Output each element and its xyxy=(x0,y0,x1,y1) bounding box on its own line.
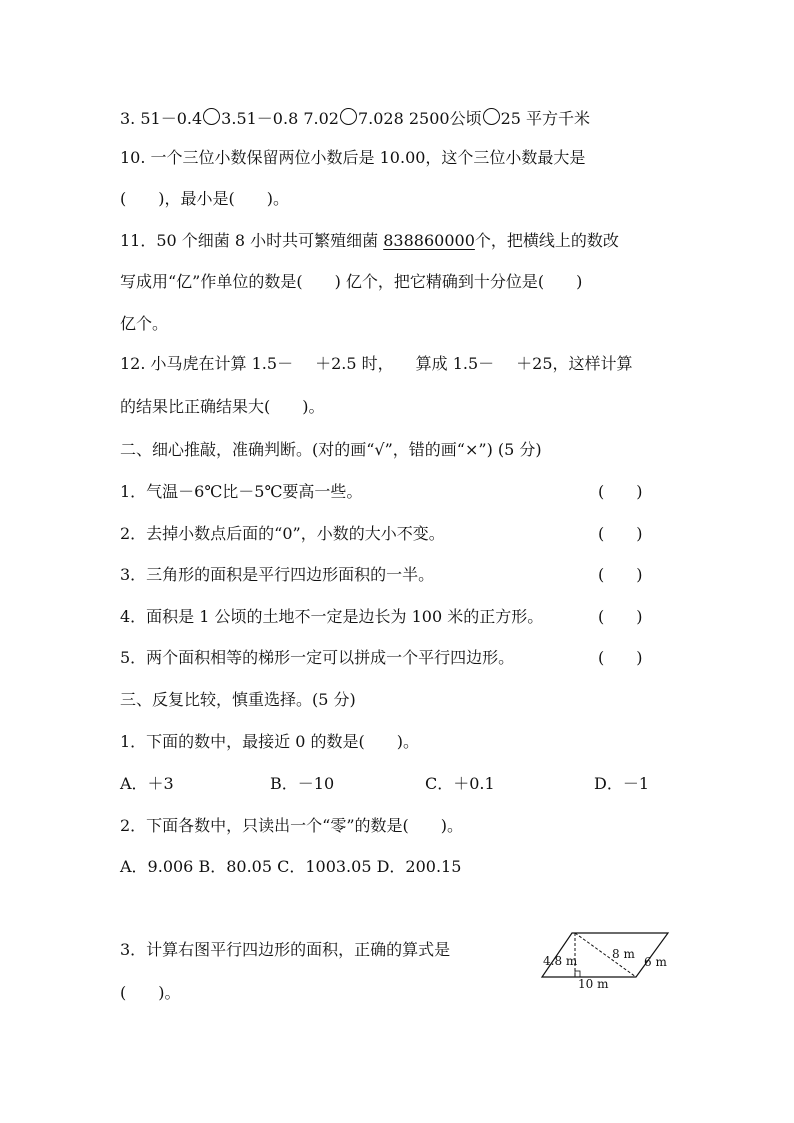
q11-line1 xyxy=(120,230,619,252)
judge-item-text: 4．面积是 1 公顷的土地不一定是边长为 100 米的正方形。 xyxy=(120,607,544,626)
option-d[interactable]: D．－1 xyxy=(594,774,650,793)
q11-underlined-number: 838860000 xyxy=(383,231,475,250)
q12-line1 xyxy=(120,353,633,375)
option-a[interactable]: A．＋3 xyxy=(120,774,174,793)
base-label: 10 m xyxy=(578,977,609,990)
judge-item-4 xyxy=(120,606,543,628)
compare-circle-3[interactable] xyxy=(483,108,500,125)
judge-answer-paren-3[interactable]: ( ) xyxy=(598,565,643,584)
q12-part-d: ＋25，这样计算 xyxy=(516,354,633,373)
q11-text-post: 个，把横线上的数改 xyxy=(474,231,619,250)
q12-part-a: 12. 小马虎在计算 1.5－ xyxy=(120,354,294,373)
judge-item-5 xyxy=(120,647,514,669)
compare-circle-2[interactable] xyxy=(340,108,357,125)
q11-line2: 写成用“亿”作单位的数是( ) 亿个，把它精确到十分位是( ) xyxy=(120,272,583,291)
q10-line1: 10. 一个三位小数保留两位小数后是 10.00，这个三位小数最大是 xyxy=(120,148,586,167)
judge-item-2 xyxy=(120,523,445,545)
diag-label: 8 m xyxy=(612,947,635,961)
q9-compare-row xyxy=(120,108,590,130)
compare-circle-1[interactable] xyxy=(203,108,220,125)
judge-item-3 xyxy=(120,564,434,586)
q9-expr-a: 3. 51－0.4 xyxy=(120,109,203,128)
parallelogram-figure xyxy=(540,928,675,990)
section2-title: 二、细心推敲，准确判断。(对的画“√”，错的画“×”) (5 分) xyxy=(120,440,542,459)
choice-q2-stem: 2．下面各数中，只读出一个“零”的数是( )。 xyxy=(120,816,464,835)
q9-expr-c: 7.028 2500公顷 xyxy=(357,109,482,128)
q12-part-c: 算成 1.5－ xyxy=(415,354,495,373)
choice-q2-options[interactable]: A．9.006 B．80.05 C．1003.05 D．200.15 xyxy=(120,857,462,876)
judge-answer-paren-2[interactable]: ( ) xyxy=(598,524,643,543)
option-c[interactable]: C．＋0.1 xyxy=(425,774,495,793)
judge-item-text: 5．两个面积相等的梯形一定可以拼成一个平行四边形。 xyxy=(120,648,515,667)
q11-line3: 亿个。 xyxy=(120,314,169,333)
judge-answer-paren-4[interactable]: ( ) xyxy=(598,607,643,626)
judge-item-1 xyxy=(120,481,362,503)
q12-line2: 的结果比正确结果大( )。 xyxy=(120,397,325,416)
judge-item-text: 3．三角形的面积是平行四边形面积的一半。 xyxy=(120,565,435,584)
height-label: 4.8 m xyxy=(543,954,578,968)
section3-title: 三、反复比较，慎重选择。(5 分) xyxy=(120,690,356,709)
q11-text-pre: 11．50 个细菌 8 小时共可繁殖细菌 xyxy=(120,231,384,250)
q12-part-b: ＋2.5 时， xyxy=(315,354,394,373)
choice-q3-stem: 3．计算右图平行四边形的面积，正确的算式是 xyxy=(120,940,451,959)
judge-item-text: 2．去掉小数点后面的“0”，小数的大小不变。 xyxy=(120,524,445,543)
judge-answer-paren-1[interactable]: ( ) xyxy=(598,482,643,501)
side-label: 6 m xyxy=(644,955,667,969)
option-b[interactable]: B．－10 xyxy=(270,774,335,793)
judge-item-text: 1．气温－6℃比－5℃要高一些。 xyxy=(120,482,363,501)
q10-line2: ( )，最小是( )。 xyxy=(120,189,289,208)
choice-q3-paren[interactable]: ( )。 xyxy=(120,983,181,1002)
q9-expr-d: 25 平方千米 xyxy=(500,109,591,128)
choice-q1-stem: 1．下面的数中，最接近 0 的数是( )。 xyxy=(120,732,420,751)
judge-answer-paren-5[interactable]: ( ) xyxy=(598,648,643,667)
q9-expr-b: 3.51－0.8 7.02 xyxy=(221,109,339,128)
